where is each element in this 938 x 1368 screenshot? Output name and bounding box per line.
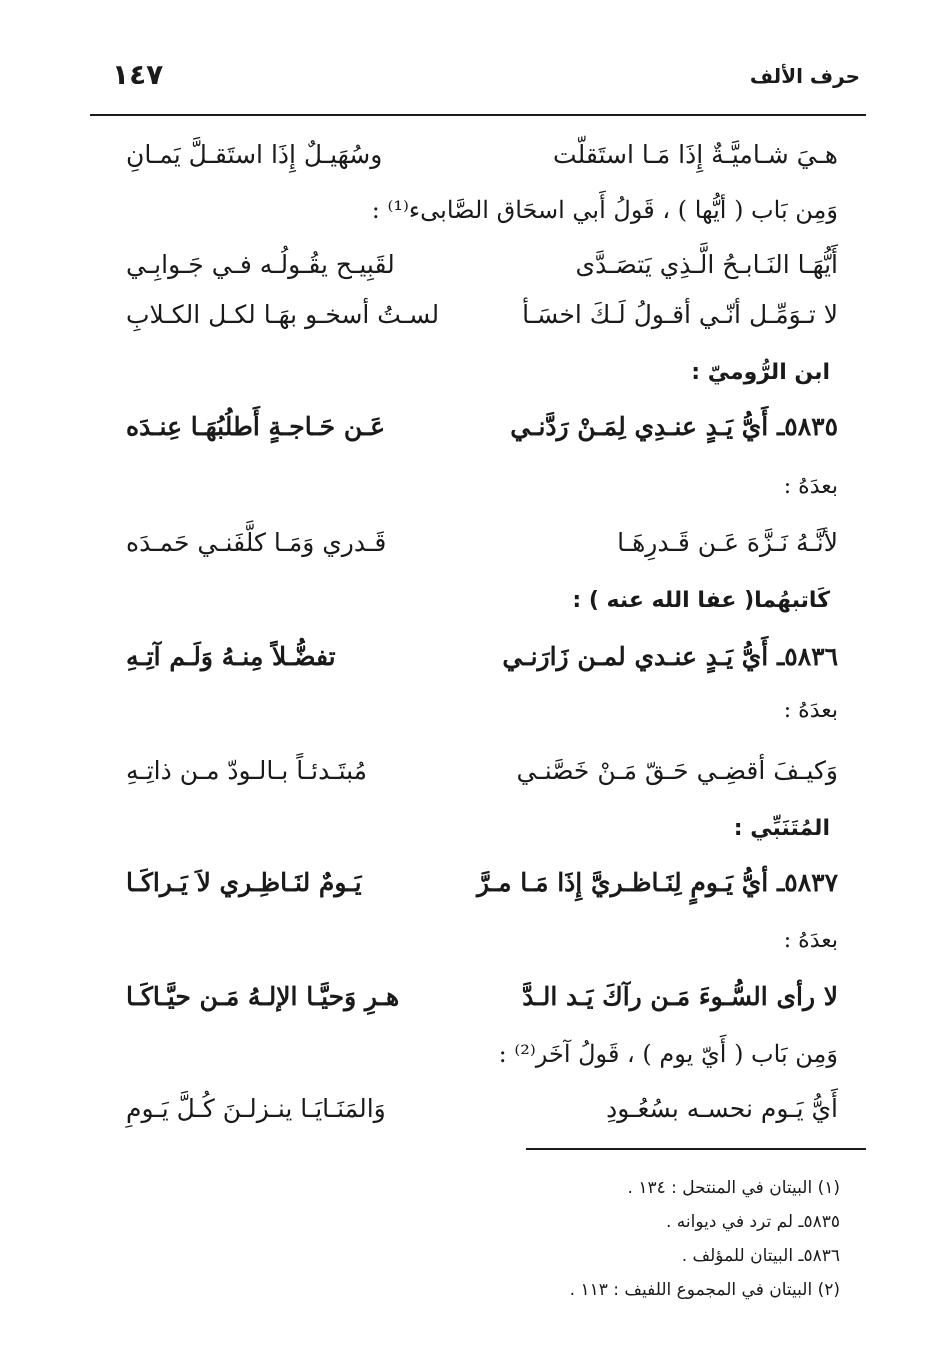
verse-5836-second-hemistich: تفضُّـلاً مِنـهُ وَلَـم آتِـهِ — [126, 642, 336, 671]
intro-line-1: وَمِن بَاب ( أيُّها ) ، قَولُ أَبي اسحَاق الصَّابىء⁽¹⁾ : — [371, 196, 838, 224]
verse-5837-second-hemistich: يَـومٌ لنَـاظِـري لاَ يَـراكَـا — [126, 868, 362, 897]
verse-5836-first-hemistich: ٥٨٣٦ـ أَيُّ يَـدٍ عنـدي لمـن زَارَنـي — [502, 642, 838, 671]
footnote-divider — [526, 1148, 866, 1150]
poet-name-1: ابن الرُّوميّ : — [691, 360, 830, 385]
page-number: ١٤٧ — [112, 58, 164, 91]
verse-3-first-hemistich: لا تـوَمِّـل أنّـي أقـولُ لَـكَ اخسَـأ — [522, 300, 838, 329]
poet-name-2: كَاتبهُما( عفا الله عنه ) : — [572, 588, 830, 613]
poet-name-3: المُتَنَبِّي : — [733, 816, 830, 841]
verse-7-first-hemistich: وَكيـفَ أقضِـي حَـقّ مَـنْ خَصَّنـي — [516, 756, 838, 785]
verse-1-second-hemistich: وسُهَيـلٌ إِذَا استَقـلَّ يَمـانِ — [126, 140, 383, 169]
verse-2-second-hemistich: لقَبِيـح يقُـولُـه فـي جَـوابِـي — [126, 250, 395, 279]
chapter-title: حرف الألف — [749, 64, 860, 88]
intro-line-2: وَمِن بَاب ( أَيّ يوم ) ، قَولُ آخَر⁽²⁾ : — [498, 1040, 838, 1068]
verse-9-second-hemistich: هـرِ وَحيَّـا الإلـهُ مَـن حيَّـاكَـا — [126, 982, 400, 1011]
verse-9-first-hemistich: لا رأى السُّـوءَ مَـن رآكَ يَـد الـدَّ — [522, 982, 838, 1011]
verse-2-first-hemistich: أَيُّهَـا النَـابـحُ الَّـذِي يَتصَـدَّى — [575, 250, 838, 279]
verse-5835-second-hemistich: عَـن حَـاجـةٍ أَطلُبُهَـا عِنـدَه — [126, 412, 386, 441]
verse-10-first-hemistich: أَيُّ يَـوم نحسـه بسُعُـودِ — [606, 1094, 838, 1123]
footnote-1: (١) البيتان في المنتحل : ١٣٤ . — [627, 1178, 840, 1198]
footnote-2: (٢) البيتان في المجموع اللفيف : ١١٣ . — [569, 1280, 840, 1300]
verse-5837-first-hemistich: ٥٨٣٧ـ أيُّ يَـومٍ لِنَـاظـريَّ إِذَا مَـا مـرَّ — [476, 868, 838, 897]
verse-5-first-hemistich: لأنَّـهُ نَـزَّهَ عَـن قَـدرِهَـا — [617, 528, 838, 557]
verse-3-second-hemistich: لسـتُ أسخـو بهَـا لكـل الكـلابِ — [126, 300, 440, 329]
after-label-2: بعدَهُ : — [783, 698, 838, 723]
after-label-1: بعدَهُ : — [783, 474, 838, 499]
verse-10-second-hemistich: وَالمَنَـايَـا ينـزلـنَ كُـلَّ يَـومِ — [126, 1094, 386, 1123]
verse-7-second-hemistich: مُبتَـدئـاً بـالـودّ مـن ذاتِـهِ — [126, 756, 368, 785]
footnote-5835: ٥٨٣٥ـ لم ترد في ديوانه . — [665, 1212, 840, 1232]
verse-5835-first-hemistich: ٥٨٣٥ـ أَيُّ يَـدٍ عنـدِي لِمَـنْ رَدَّنـي — [510, 412, 838, 441]
header-divider — [90, 114, 866, 116]
verse-5-second-hemistich: قَـدري وَمَـا كلَّفَنـي حَمـدَه — [126, 528, 387, 557]
after-label-3: بعدَهُ : — [783, 928, 838, 953]
verse-1-first-hemistich: هـيَ شـاميَّـةٌ إِذَا مَـا استَقلّت — [553, 140, 838, 169]
footnote-5836: ٥٨٣٦ـ البيتان للمؤلف . — [681, 1246, 840, 1266]
